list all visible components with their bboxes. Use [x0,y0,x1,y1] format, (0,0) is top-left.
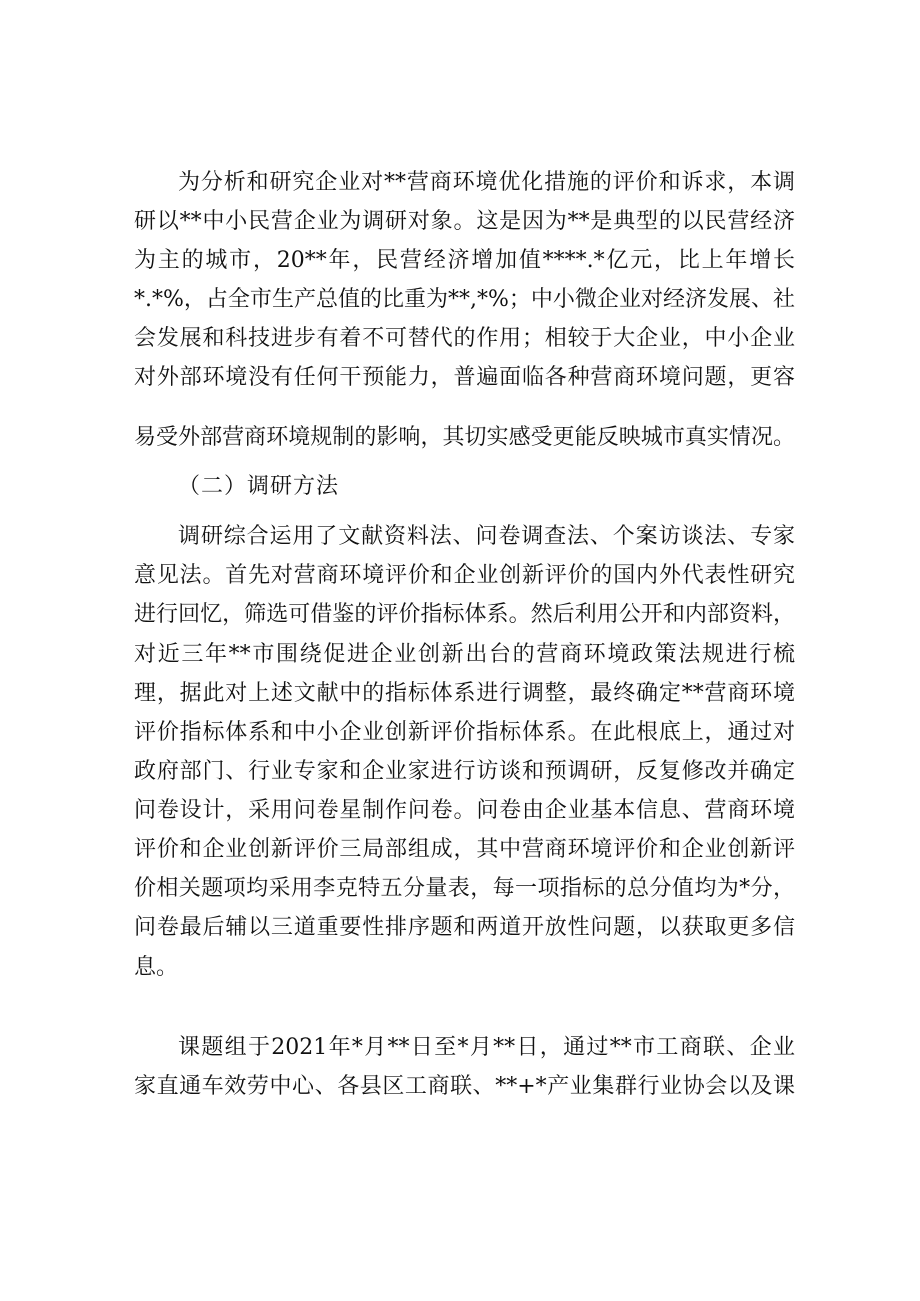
paragraph-2-line-5: 理，据此对上述文献中的指标体系进行调整，最终确定**营商环境 [134,681,795,706]
section-heading: （二）调研方法 [178,474,340,499]
paragraph-2-line-4: 对近三年**市围绕促进企业创新出台的营商环境政策法规进行梳 [134,642,795,667]
paragraph-1-line-6: 对外部环境没有任何干预能力，普遍面临各种营商环境问题，更容 [134,365,795,390]
paragraph-3-line-2: 家直通车效劳中心、各县区工商联、**+*产业集群行业协会以及课 [134,1074,795,1099]
paragraph-2-line-11: 问卷最后辅以三道重要性排序题和两道开放性问题，以获取更多信 [134,915,795,940]
paragraph-3-line-1: 课题组于2021年*月**日至*月**日，通过**市工商联、企业 [178,1035,795,1060]
paragraph-2-line-3: 进行回忆，筛选可借鉴的评价指标体系。然后利用公开和内部资料， [134,602,795,627]
paragraph-1-line-1: 为分析和研究企业对**营商环境优化措施的评价和诉求，本调 [178,170,795,195]
paragraph-1-line-4: *.*%，占全市生产总值的比重为**,*%；中小微企业对经济发展、社 [134,287,795,312]
paragraph-1-line-7: 易受外部营商环境规制的影响，其切实感受更能反映城市真实情况。 [134,425,795,450]
paragraph-2-line-8: 问卷设计，采用问卷星制作问卷。问卷由企业基本信息、营商环境 [134,798,795,823]
paragraph-1-line-2: 研以**中小民营企业为调研对象。这是因为**是典型的以民营经济 [134,209,795,234]
paragraph-2-line-2: 意见法。首先对营商环境评价和企业创新评价的国内外代表性研究 [134,563,795,588]
paragraph-1-line-3: 为主的城市，20**年，民营经济增加值****.*亿元，比上年增长 [134,248,795,273]
paragraph-1-line-5: 会发展和科技进步有着不可替代的作用；相较于大企业，中小企业 [134,326,795,351]
paragraph-2-line-12: 息。 [134,955,179,980]
paragraph-2-line-9: 评价和企业创新评价三局部组成，其中营商环境评价和企业创新评 [134,837,795,862]
paragraph-2-line-6: 评价指标体系和中小企业创新评价指标体系。在此根底上，通过对 [134,720,795,745]
paragraph-2-line-10: 价相关题项均采用李克特五分量表，每一项指标的总分值均为*分， [134,876,795,901]
paragraph-2-line-1: 调研综合运用了文献资料法、问卷调查法、个案访谈法、专家 [178,524,795,549]
paragraph-2-line-7: 政府部门、行业专家和企业家进行访谈和预调研，反复修改并确定 [134,759,795,784]
